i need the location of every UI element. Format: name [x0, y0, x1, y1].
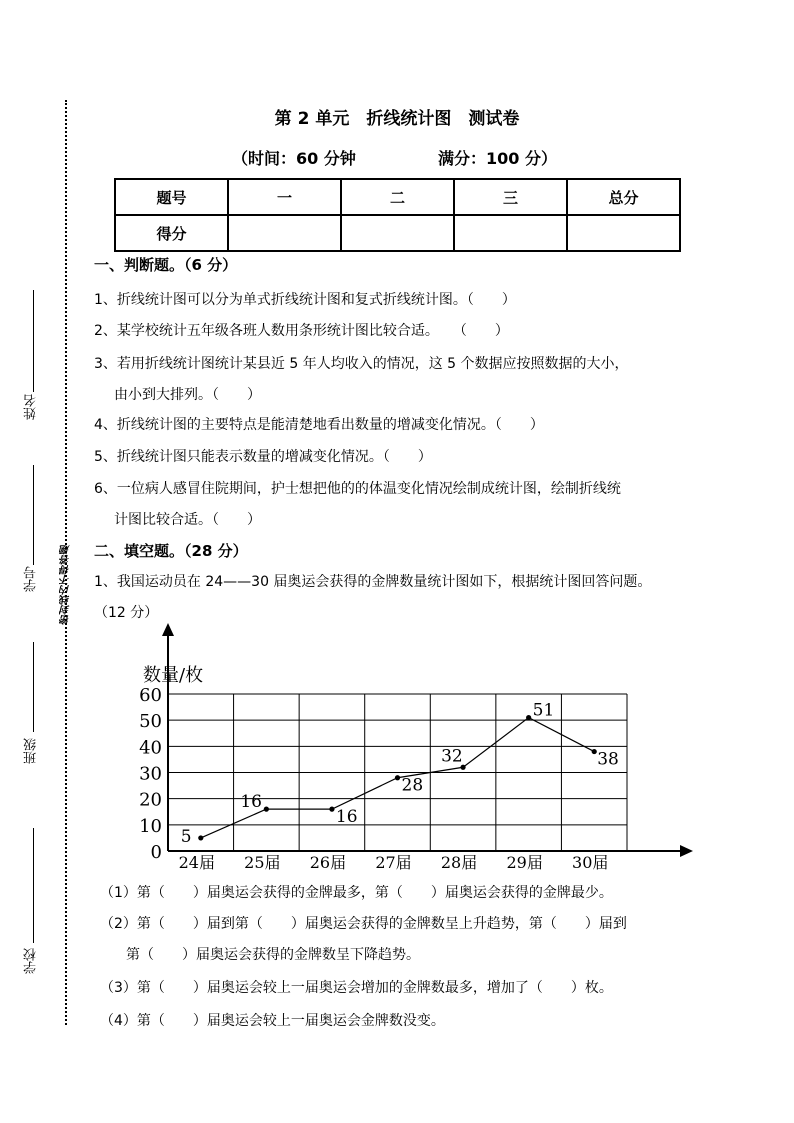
- y-tick-label: 40: [139, 737, 162, 759]
- seal-note: 密封线内不得答题: [61, 545, 72, 625]
- fill-subquestion-cont: 第（ ）届奥运会获得的金牌数呈下降趋势。: [126, 947, 420, 963]
- data-point: [592, 749, 597, 754]
- x-tick-label: 25届: [244, 853, 281, 872]
- exam-time: （时间：60 分钟: [232, 149, 356, 168]
- y-tick-label: 60: [139, 685, 162, 706]
- true-false-question: 4、折线统计图的主要特点是能清楚地看出数量的增减变化情况。（ ）: [94, 417, 544, 433]
- x-tick-label: 29届: [506, 853, 543, 872]
- data-point: [264, 807, 269, 812]
- x-axis-arrow: [680, 845, 693, 857]
- y-tick-label: 50: [139, 711, 162, 733]
- y-tick-label: 20: [139, 789, 162, 811]
- section2-heading: 二、填空题。（28 分）: [94, 542, 248, 560]
- name-label: 姓名: [24, 394, 39, 420]
- data-label: 32: [441, 746, 463, 767]
- true-false-question: 2、某学校统计五年级各班人数用条形统计图比较合适。 （ ）: [94, 323, 509, 339]
- fill-question-points: （12 分）: [94, 605, 159, 621]
- x-tick-label: 26届: [309, 853, 347, 872]
- data-point: [395, 775, 400, 780]
- chart-series: [198, 715, 597, 841]
- score-table-cell: 题号: [115, 179, 228, 215]
- chart-y-axis-label: 数量/枚: [143, 665, 204, 686]
- x-tick-label: 28届: [440, 853, 478, 872]
- school-label: 学校: [24, 948, 39, 974]
- chart-grid: [168, 694, 627, 851]
- y-tick-label: 0: [150, 842, 162, 863]
- page-title: 第 2 单元 折线统计图 测试卷: [274, 109, 520, 129]
- data-label: 38: [597, 749, 619, 770]
- true-false-question: 6、一位病人感冒住院期间，护士想把他的的体温变化情况绘制成统计图，绘制折线统: [94, 481, 621, 497]
- true-false-question: 5、折线统计图只能表示数量的增减变化情况。（ ）: [94, 449, 432, 465]
- data-point: [329, 807, 334, 812]
- score-table-cell: 得分: [115, 215, 228, 251]
- fill-question-intro: 1、我国运动员在 24——30 届奥运会获得的金牌数量统计图如下，根据统计图回答问题。: [94, 574, 652, 590]
- exam-full-score: 满分：100 分）: [438, 149, 557, 168]
- true-false-question: 3、若用折线统计图统计某县近 5 年人均收入的情况，这 5 个数据应按照数据的大小，: [94, 356, 629, 372]
- x-tick-label: 24届: [178, 853, 215, 872]
- x-tick-label: 30届: [572, 853, 609, 872]
- student-id-label: 学号: [24, 566, 39, 592]
- true-false-question: 1、折线统计图可以分为单式折线统计图和复式折线统计图。（ ）: [94, 292, 516, 308]
- fill-subquestion: （1）第（ ）届奥运会获得的金牌最多，第（ ）届奥运会获得的金牌最少。: [100, 885, 613, 901]
- chart-y-ticks: [139, 685, 162, 863]
- score-table-cell: 三: [454, 179, 567, 215]
- score-table-cell: 总分: [567, 179, 680, 215]
- true-false-question-cont: 由小到大排列。（ ）: [114, 387, 261, 403]
- y-tick-label: 10: [139, 815, 162, 837]
- fill-subquestion: （3）第（ ）届奥运会较上一届奥运会增加的金牌数最多，增加了（ ）枚。: [100, 980, 613, 996]
- fill-subquestion: （2）第（ ）届到第（ ）届奥运会获得的金牌数呈上升趋势，第（ ）届到: [100, 916, 627, 932]
- section1-heading: 一、判断题。（6 分）: [94, 256, 238, 274]
- chart-x-ticks: [179, 853, 609, 872]
- data-label: 28: [401, 775, 424, 796]
- y-tick-label: 30: [139, 763, 162, 785]
- y-axis-arrow: [162, 623, 174, 636]
- true-false-question-cont: 计图比较合适。（ ）: [114, 512, 261, 528]
- chart-axes: [162, 623, 693, 857]
- data-label: 16: [335, 807, 358, 828]
- data-label: 16: [240, 792, 262, 813]
- fill-subquestion: （4）第（ ）届奥运会较上一届奥运会金牌数没变。: [100, 1013, 445, 1029]
- score-table-cell: 一: [228, 179, 341, 215]
- score-table-cell: 二: [341, 179, 454, 215]
- class-label: 班级: [24, 738, 39, 764]
- x-tick-label: 27届: [375, 853, 412, 872]
- data-label: 5: [180, 826, 192, 847]
- data-point: [198, 835, 203, 840]
- data-point: [526, 715, 531, 720]
- data-label: 51: [532, 700, 555, 721]
